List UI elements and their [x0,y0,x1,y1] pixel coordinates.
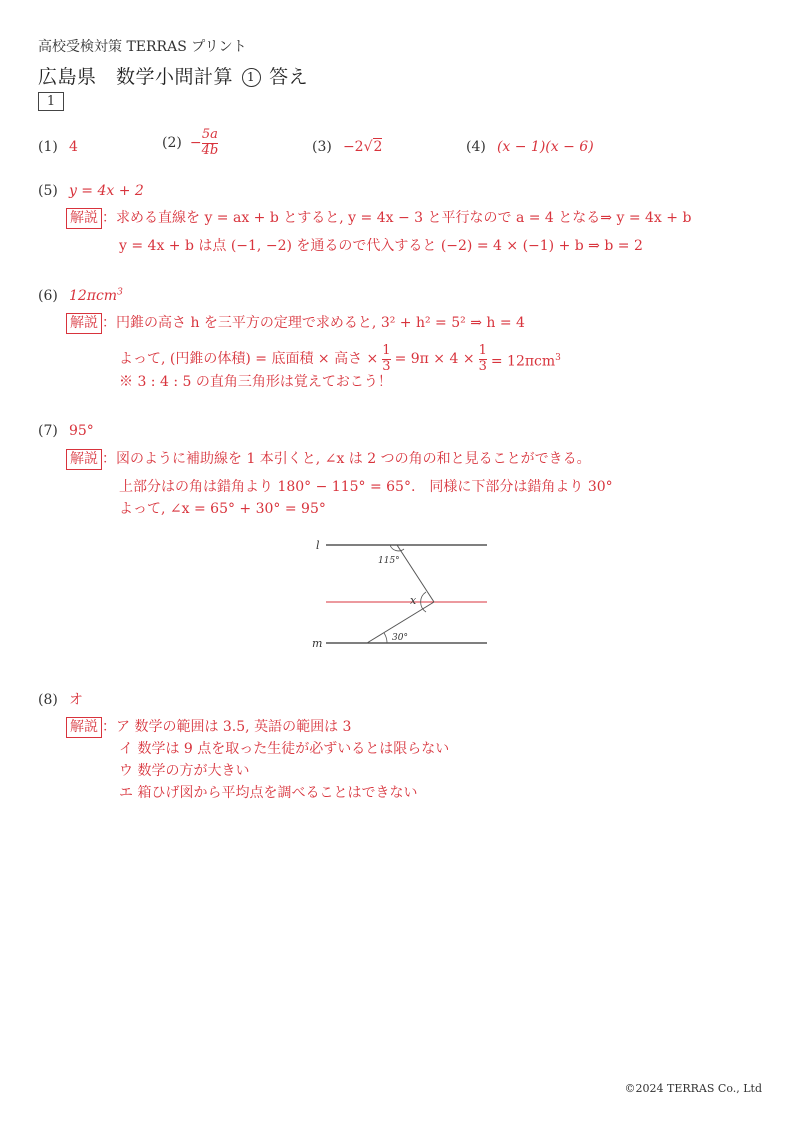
denominator: 4b [201,142,219,158]
explanation-text: よって, (円錐の体積) = 底面積 × 高さ × [119,351,379,368]
explanation-7 [66,448,613,520]
title-suffix: 答え [269,66,309,88]
explanation-8 [66,716,449,804]
answer-number: (2) [162,135,182,152]
answer-coef: −2 [342,139,364,155]
answer-number: (5) [38,183,58,199]
label-angle-30: 30° [392,633,408,643]
answer-value: (x − 1)(x − 6) [496,139,594,155]
answer-number: (8) [38,692,58,708]
fraction [479,344,487,375]
label-line-l: l [316,539,320,552]
title-prefix: 広島県 数学小問計算 [38,66,234,88]
answer-number: (6) [38,288,58,304]
question-number-box: 1 [38,92,64,111]
denominator: 3 [382,358,391,374]
explanation-5 [66,207,691,257]
numerator: 1 [382,343,391,358]
answer-number: (7) [38,423,58,439]
answer-number: (4) [466,139,486,155]
answer-radicand: 2 [373,139,383,155]
answer-number: (1) [38,139,58,155]
answer-value: 4 [68,139,78,155]
denominator: 3 [478,358,487,374]
answer-sign: − [189,135,202,152]
print-subtitle: 高校受検対策 TERRAS プリント [38,39,247,55]
numerator: 5a [201,127,218,142]
explanation-text: = 9π × 4 × [394,351,475,368]
answer-exponent: 3 [117,287,123,298]
answer-number: (3) [312,139,332,155]
explanation-line: ：ア 数学の範囲は 3.5, 英語の範囲は 3 [102,719,352,735]
answer-2 [162,128,218,159]
kaisetsu-label: 解説 [66,449,102,470]
explanation-text: = 12πcm [490,353,556,370]
explanation-line: y = 4x + b は点 (−1, −2) を通るので代入すると (−2) = 4 × (−1) + b ⇒ b = 2 [119,238,643,254]
answer-6 [38,285,123,304]
circled-number: 1 [242,68,261,87]
answer-value: オ [68,692,83,708]
kaisetsu-label: 解説 [66,717,102,738]
exponent: 3 [555,352,561,363]
answer-7 [38,420,94,439]
answer-value: y = 4x + 2 [68,183,144,199]
answer-value: 95° [68,423,94,439]
explanation-line: 上部分はの角は錯角より 180° − 115° = 65°. 同様に下部分は錯角より 30° [119,479,613,495]
answer-1 [38,136,78,155]
explanation-6 [66,312,561,393]
label-angle-115: 115° [378,556,400,566]
page-title [38,62,308,89]
explanation-line: ：円錐の高さ h を三平方の定理で求めると, 3² + h² = 5² ⇒ h = 4 [102,315,525,331]
copyright: ©2024 TERRAS Co., Ltd [624,1082,762,1095]
explanation-note: ※ 3 : 4 : 5 の直角三角形は覚えておこう！ [119,373,392,390]
label-angle-x: x [410,594,417,607]
kaisetsu-label: 解説 [66,313,102,334]
explanation-line: ウ 数学の方が大きい [119,763,250,779]
explanation-line: エ 箱ひげ図から平均点を調べることはできない [119,785,418,801]
answer-4 [466,136,594,155]
explanation-line: よって, ∠x = 65° + 30° = 95° [119,501,326,517]
explanation-line: ：図のように補助線を 1 本引くと, ∠x は 2 つの角の和と見ることができる。 [102,451,591,467]
kaisetsu-label: 解説 [66,208,102,229]
parallel-lines-figure [300,530,500,655]
answer-8 [38,689,83,709]
explanation-line: ：求める直線を y = ax + b とすると, y = 4x − 3 と平行なので a = 4 となる⇒ y = 4x + b [102,210,692,226]
answer-fraction [202,128,219,159]
answer-5 [38,180,144,199]
numerator: 1 [478,343,487,358]
answer-value: 12πcm [68,288,118,304]
answer-3: (3) −2√2 [312,139,383,155]
label-line-m: m [312,637,323,650]
explanation-line: イ 数学は 9 点を取った生徒が必ずいるとは限らない [119,741,450,757]
